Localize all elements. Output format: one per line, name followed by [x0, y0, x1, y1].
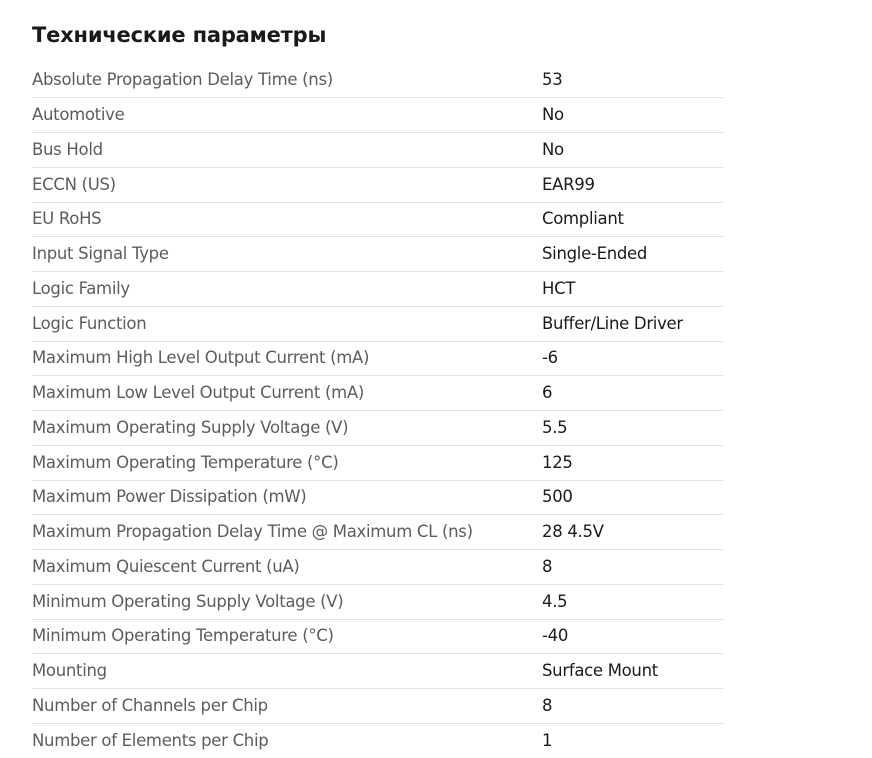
specs-table	[32, 63, 724, 758]
spec-param: Maximum Operating Temperature (°C)	[32, 445, 542, 480]
spec-param: Minimum Operating Supply Voltage (V)	[32, 584, 542, 619]
spec-value: Compliant	[542, 202, 724, 237]
spec-value: Single-Ended	[542, 237, 724, 272]
spec-row	[32, 341, 724, 376]
spec-value: 53	[542, 70, 563, 90]
spec-row	[32, 619, 724, 654]
spec-value: 1	[542, 723, 724, 758]
spec-row	[32, 133, 724, 168]
spec-row	[32, 550, 724, 585]
spec-param: Maximum Quiescent Current (uA)	[32, 550, 542, 585]
spec-param: Absolute Propagation Delay Time (ns)	[32, 70, 333, 90]
spec-param: Bus Hold	[32, 133, 542, 168]
spec-value: HCT	[542, 272, 724, 307]
spec-value: No	[542, 133, 724, 168]
spec-row	[32, 654, 724, 689]
spec-param: Maximum Power Dissipation (mW)	[32, 480, 542, 515]
spec-value: 8	[542, 689, 724, 724]
spec-value: 4.5	[542, 584, 724, 619]
spec-value: 8	[542, 550, 724, 585]
spec-param: Logic Family	[32, 272, 542, 307]
spec-row	[32, 515, 724, 550]
spec-value: EAR99	[542, 167, 724, 202]
technical-parameters-section	[32, 0, 724, 758]
spec-row	[32, 480, 724, 515]
spec-param: Input Signal Type	[32, 237, 542, 272]
spec-value: Surface Mount	[542, 654, 724, 689]
spec-param: ECCN (US)	[32, 167, 542, 202]
spec-row	[32, 723, 724, 758]
spec-param: EU RoHS	[32, 202, 542, 237]
spec-value: 6	[542, 376, 724, 411]
specs-table-body	[32, 63, 724, 758]
spec-row	[32, 63, 724, 98]
spec-row	[32, 411, 724, 446]
spec-param: Maximum Propagation Delay Time @ Maximum CL (ns)	[32, 515, 542, 550]
spec-value: -40	[542, 619, 724, 654]
spec-value: Buffer/Line Driver	[542, 306, 724, 341]
spec-param: Number of Channels per Chip	[32, 689, 542, 724]
section-title: Технические параметры	[32, 23, 327, 47]
spec-param: Number of Elements per Chip	[32, 723, 542, 758]
spec-row	[32, 376, 724, 411]
spec-value: 125	[542, 445, 724, 480]
spec-param: Maximum High Level Output Current (mA)	[32, 341, 542, 376]
spec-value: -6	[542, 341, 724, 376]
spec-row	[32, 237, 724, 272]
spec-row	[32, 272, 724, 307]
spec-param: Maximum Low Level Output Current (mA)	[32, 376, 542, 411]
spec-row	[32, 689, 724, 724]
spec-param: Minimum Operating Temperature (°C)	[32, 619, 542, 654]
spec-row	[32, 98, 724, 133]
spec-value: 5.5	[542, 411, 724, 446]
spec-row	[32, 306, 724, 341]
spec-param: Logic Function	[32, 306, 542, 341]
spec-value: 28 4.5V	[542, 515, 724, 550]
spec-param: Mounting	[32, 654, 542, 689]
spec-value: No	[542, 98, 724, 133]
spec-row	[32, 202, 724, 237]
spec-param: Automotive	[32, 98, 542, 133]
spec-row	[32, 584, 724, 619]
spec-row	[32, 167, 724, 202]
spec-value: 500	[542, 480, 724, 515]
spec-param: Maximum Operating Supply Voltage (V)	[32, 411, 542, 446]
spec-row	[32, 445, 724, 480]
